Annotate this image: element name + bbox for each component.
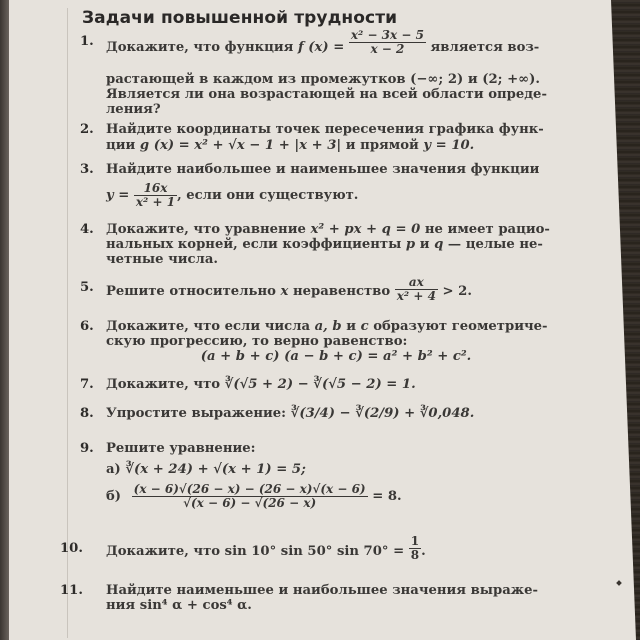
task-text: является воз- — [430, 40, 540, 55]
fraction — [134, 182, 177, 209]
task-text: растающей в каждом из промежутков (−∞; 2) и (2; +∞). — [106, 72, 540, 87]
task-number: 2. — [80, 122, 94, 137]
math-expression: ∛(x + 24) + √(x + 1) = 5; — [125, 462, 306, 477]
math-expression: y = — [106, 188, 130, 203]
task-number: 4. — [80, 222, 94, 237]
task-number: 7. — [80, 377, 94, 392]
task-text: Найдите наибольшее и наименьшее значения функции — [106, 162, 540, 177]
task-text: скую прогрессию, то верно равенство: — [106, 334, 408, 349]
fraction — [395, 276, 438, 303]
math-expression: ∛(3/4) − ∛(2/9) + ∛0,048. — [290, 406, 475, 421]
fraction-numerator: 16x — [134, 182, 177, 196]
task-number: 6. — [80, 319, 94, 334]
task-text: Докажите, что sin 10° sin 50° sin 70° = — [106, 544, 405, 559]
task-text: и прямой — [345, 138, 419, 153]
fraction — [132, 483, 368, 510]
math-expression: g (x) = x² + √x − 1 + |x + 3| — [139, 138, 342, 153]
task-number: 3. — [80, 162, 94, 177]
task-text: не имеет рацио- — [424, 222, 550, 237]
task-text: ления? — [106, 102, 161, 117]
math-expression: q — [434, 237, 444, 252]
task-number: 8. — [80, 406, 94, 421]
task-text: Решите уравнение: — [106, 441, 256, 456]
fraction-numerator: x² − 3x − 5 — [350, 28, 424, 42]
subtask-label: б) — [106, 488, 122, 504]
task-text: четные числа. — [106, 252, 218, 267]
task-text: > 2. — [442, 284, 472, 299]
task-number: 10. — [60, 541, 83, 556]
math-expression: a, b — [314, 319, 342, 334]
math-expression: x — [280, 284, 289, 299]
fraction-numerator: (x − 6)√(26 − x) − (26 − x)√(x − 6) — [133, 482, 366, 496]
math-expression: ∛(√5 + 2) − ∛(√5 − 2) = 1. — [224, 377, 416, 392]
task-text: . — [421, 544, 426, 559]
math-expression: p — [405, 237, 416, 252]
task-text: Найдите наименьшее и наибольшее значения выраже- — [106, 583, 538, 598]
fraction-numerator: ax — [395, 276, 438, 290]
task-text: — целые не- — [447, 237, 543, 252]
section-title: Задачи повышенной трудности — [82, 8, 398, 28]
fraction-denominator: x² + 1 — [135, 195, 176, 209]
task-text: Найдите координаты точек пересечения графика функ- — [106, 122, 544, 137]
math-equation: (a + b + c) (a − b + c) = a² + b² + c². — [200, 349, 472, 364]
fraction-denominator: 8 — [410, 548, 420, 562]
task-text: Докажите, что если числа — [106, 319, 311, 334]
math-expression: y = 10. — [423, 138, 475, 153]
task-text: ния sin⁴ α + cos⁴ α. — [106, 598, 252, 613]
subtask-label: а) — [106, 462, 121, 477]
task-number: 5. — [80, 280, 94, 295]
task-text: ции — [106, 138, 136, 153]
task-text: = 8. — [372, 488, 402, 504]
task-number: 11. — [60, 583, 83, 598]
task-text: и — [419, 237, 430, 252]
task-number: 9. — [80, 441, 94, 456]
fraction-numerator: 1 — [410, 534, 420, 548]
task-text: Упростите выражение: — [106, 406, 287, 421]
fraction — [409, 535, 421, 562]
task-text: нальных корней, если коэффициенты — [106, 237, 402, 252]
math-expression: f (x) = — [298, 40, 345, 55]
fraction-denominator: x − 2 — [370, 42, 405, 56]
task-text: Докажите, что уравнение — [106, 222, 306, 237]
task-text: Является ли она возрастающей на всей области опреде- — [106, 87, 547, 102]
fraction-denominator: x² + 4 — [396, 289, 436, 303]
fraction-denominator: √(x − 6) − √(26 − x) — [183, 496, 317, 510]
math-expression: x² + px + q = 0 — [310, 222, 421, 237]
task-number: 1. — [80, 34, 94, 49]
math-expression: c — [360, 319, 369, 334]
task-text: Докажите, что функция — [106, 40, 294, 55]
fraction — [349, 29, 426, 56]
task-text: Решите относительно — [106, 284, 276, 299]
task-text: Докажите, что — [106, 377, 221, 392]
task-text: образуют геометриче- — [373, 319, 548, 334]
task-text: неравенство — [292, 284, 391, 299]
page-mark — [616, 580, 622, 586]
task-text: , если они существуют. — [177, 188, 359, 203]
task-text: и — [346, 319, 356, 334]
